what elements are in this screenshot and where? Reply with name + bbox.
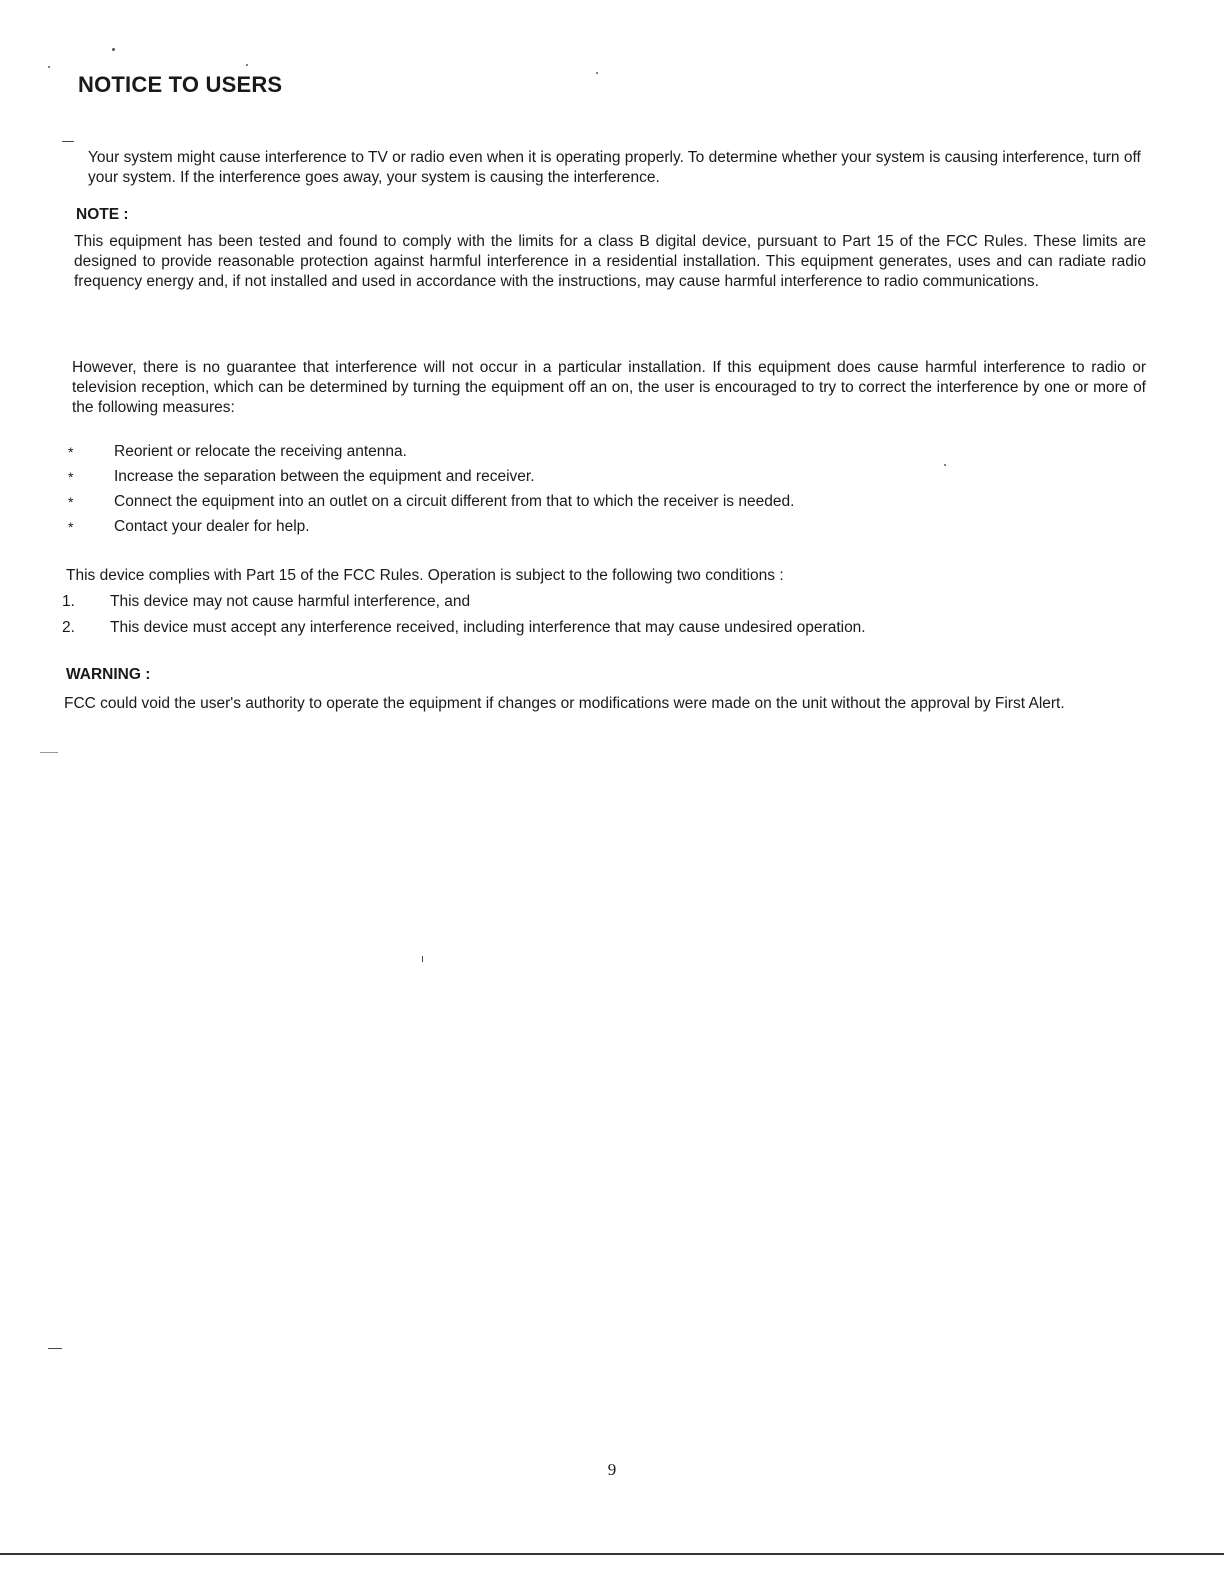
bottom-rule — [0, 1553, 1224, 1555]
scan-speck — [112, 48, 115, 51]
note-paragraph: This equipment has been tested and found to comply with the limits for a class B digital device, pursuant to Part 15 of the FCC Rules. These limits are designed to provide reasonable protection against harmful interference in a residential installation. This equipment generates, uses and can radiate radio frequency energy and, if not installed and used in accordance with the instructions, may cause harmful interference to radio communications. — [74, 233, 1146, 290]
list-item — [66, 517, 1066, 542]
list-item — [66, 492, 1066, 517]
bullet-marker: * — [68, 469, 74, 485]
list-item-text: Increase the separation between the equipment and receiver. — [114, 468, 535, 485]
scan-mark — [62, 141, 74, 142]
list-item-text: Reorient or relocate the receiving antenna. — [114, 443, 407, 460]
note-label: NOTE : — [76, 206, 129, 223]
list-item-text: Contact your dealer for help. — [114, 518, 310, 535]
compliance-paragraph: This device complies with Part 15 of the FCC Rules. Operation is subject to the following two conditions : — [66, 567, 784, 584]
page-number: 9 — [607, 1460, 617, 1479]
scan-mark — [422, 956, 423, 962]
scan-speck — [596, 72, 598, 74]
scan-mark — [40, 752, 58, 753]
scan-speck — [944, 464, 946, 466]
list-number: 2. — [62, 619, 75, 636]
scan-mark — [48, 1348, 62, 1349]
bullet-marker: * — [68, 519, 74, 535]
measures-list — [66, 442, 1066, 542]
list-number: 1. — [62, 593, 75, 610]
intro-paragraph: Your system might cause interference to TV or radio even when it is operating properly. To determine whether your system is causing interference, turn off your system. If the interference goes away, your system is causing the interference. — [88, 149, 1141, 186]
list-item — [62, 592, 1122, 618]
list-item-text: This device may not cause harmful interference, and — [110, 593, 471, 610]
warning-paragraph: FCC could void the user's authority to operate the equipment if changes or modifications were made on the unit without the approval by First Alert. — [64, 695, 1065, 712]
however-paragraph: However, there is no guarantee that interference will not occur in a particular installation. If this equipment does cause harmful interference to radio or television reception, which can be determined by turning the equipment off an on, the user is encouraged to try to correct the interference by one or more of the following measures: — [72, 359, 1146, 416]
bullet-marker: * — [68, 444, 74, 460]
list-item-text: This device must accept any interference received, including interference that may cause undesired operation. — [110, 619, 866, 636]
conditions-list — [62, 592, 1122, 644]
bullet-marker: * — [68, 494, 74, 510]
list-item — [66, 467, 1066, 492]
scan-speck — [48, 66, 50, 68]
list-item-text: Connect the equipment into an outlet on a circuit different from that to which the receiver is needed. — [114, 493, 795, 510]
page-title: NOTICE TO USERS — [78, 72, 283, 97]
list-item — [66, 442, 1066, 467]
list-item — [62, 618, 1122, 644]
scan-speck — [246, 64, 248, 66]
warning-label: WARNING : — [66, 666, 151, 683]
